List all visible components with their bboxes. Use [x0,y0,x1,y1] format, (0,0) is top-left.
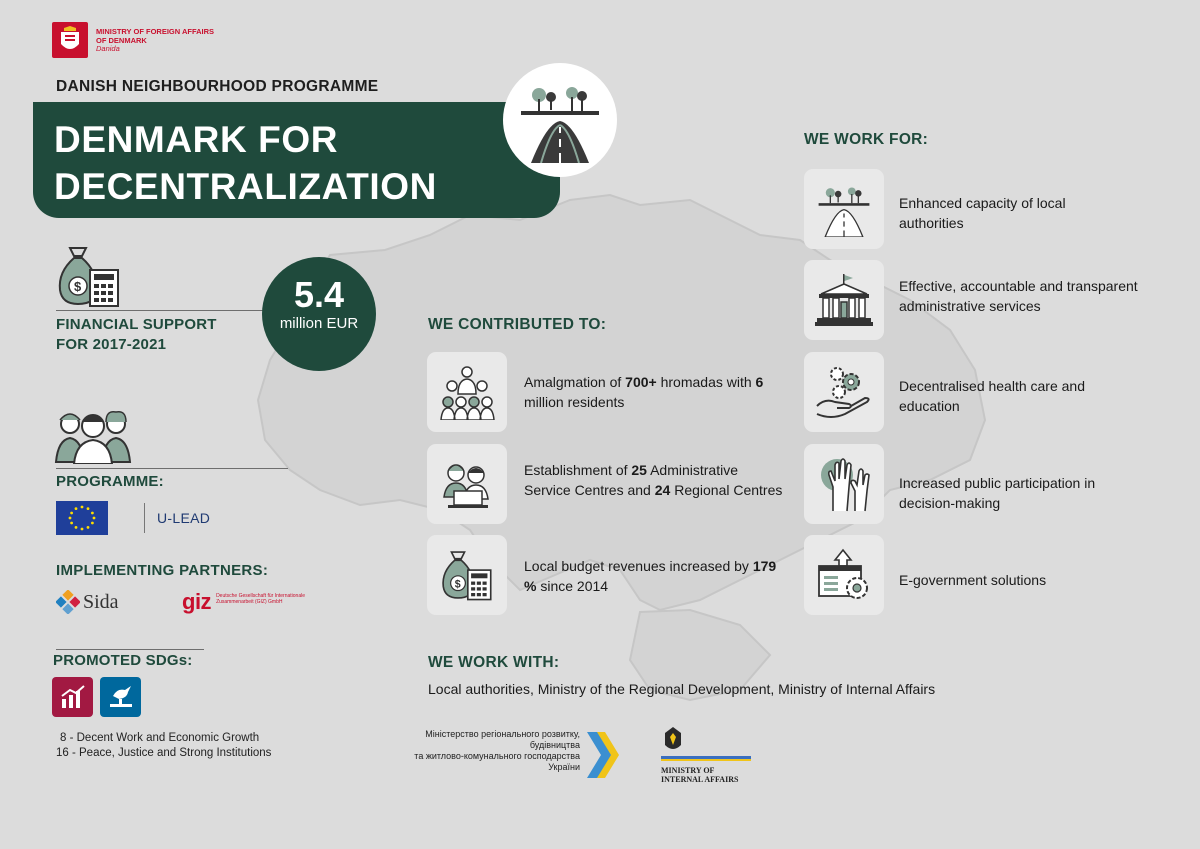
road-trees-icon [804,169,884,249]
programme-label: PROGRAMME: [56,473,164,490]
title-line-2: DECENTRALIZATION [54,166,437,207]
browser-gear-icon [804,535,884,615]
contribution-item-3: Local budget revenues increased by 179 % since 2014 [524,558,777,594]
ministry-line-1: MINISTRY OF FOREIGN AFFAIRS [96,27,215,36]
divider [144,503,145,533]
mia-line-1: MINISTRY OF [661,766,715,775]
work-for-item-2: Effective, accountable and transparent administrative services [899,278,1138,314]
funding-amount: 5.4 [293,274,345,315]
danish-crest-icon [52,22,88,58]
giz-wordmark: giz [182,589,212,614]
work-for-item-1: Enhanced capacity of local authorities [899,195,1066,231]
people-laptop-icon [427,444,507,524]
promoted-sdgs-label: PROMOTED SDGs: [53,652,193,669]
svg-text:$: $ [454,578,461,591]
ministry-of-foreign-affairs-logo [52,22,214,58]
funding-amount-badge [262,257,376,371]
sdg-8-icon [52,677,93,717]
crowd-icon [427,352,507,432]
contribution-item-2: Establishment of 25 Administrative Service Centres and 24 Regional Centres [524,462,783,498]
we-contributed-to-heading: WE CONTRIBUTED TO: [428,316,607,333]
funding-unit: million EUR [279,315,359,332]
danida-label: Danida [96,44,120,53]
financial-label-line-1: FINANCIAL SUPPORT [56,316,217,333]
financial-support-label [56,315,217,355]
work-for-item-3: Decentralised health care and education [899,378,1086,414]
mia-line-2: INTERNAL AFFAIRS [661,775,739,784]
sdg-16-icon [100,677,141,717]
sdg-descriptions [56,731,271,761]
min-regional-line-2: будівництва [529,740,580,750]
we-work-with-heading: WE WORK WITH: [428,654,560,671]
money-bag-calculator-icon [427,535,507,615]
chevron-arrows-icon [585,730,621,785]
sida-mark-icon [56,590,80,614]
svg-text:$: $ [74,279,82,294]
ministry-line-2: OF DENMARK [96,35,147,45]
divider [56,468,288,469]
work-for-item-5: E-government solutions [899,572,1047,588]
giz-logo [182,591,308,613]
title-banner [33,102,560,218]
group-of-people-icon [54,406,132,469]
we-work-for-heading: WE WORK FOR: [804,131,929,148]
programme-name: U-LEAD [157,510,211,526]
min-regional-line-3: та житлово-комунального господарства [414,751,580,761]
ministry-of-internal-affairs-logo [661,725,751,784]
we-work-with-text: Local authorities, Ministry of the Regional Development, Ministry of Internal Affairs [428,681,936,697]
giz-subtitle: Deutsche Gesellschaft für Internationale Zusammenarbeit (GIZ) GmbH [216,593,306,605]
raised-hands-icon [804,444,884,524]
sida-wordmark: Sida [83,590,119,613]
divider [56,649,204,650]
gears-hand-icon [804,352,884,432]
sdg-16-description: 16 - Peace, Justice and Strong Institutions [56,747,272,759]
sida-logo [56,590,119,614]
police-emblem-icon [661,725,751,761]
road-trees-icon [503,63,617,177]
min-regional-line-1: Міністерство регіонального розвитку, [425,729,580,739]
implementing-partners-label: IMPLEMENTING PARTNERS: [56,562,269,579]
government-building-icon [804,260,884,340]
min-regional-line-4: України [548,762,580,772]
money-bag-calculator-icon [56,244,122,313]
financial-label-line-2: FOR 2017-2021 [56,336,167,353]
sdg-8-description: 8 - Decent Work and Economic Growth [60,732,260,744]
divider [56,310,286,311]
work-for-item-4: Increased public participation in decision-making [899,475,1096,511]
programme-heading: DANISH NEIGHBOURHOOD PROGRAMME [56,78,379,95]
ministry-regional-development-logo-text [400,729,580,773]
contribution-item-1: Amalgmation of 700+ hromadas with 6 million residents [524,374,764,410]
eu-flag-icon [56,501,108,535]
title-line-1: DENMARK FOR [54,119,339,160]
